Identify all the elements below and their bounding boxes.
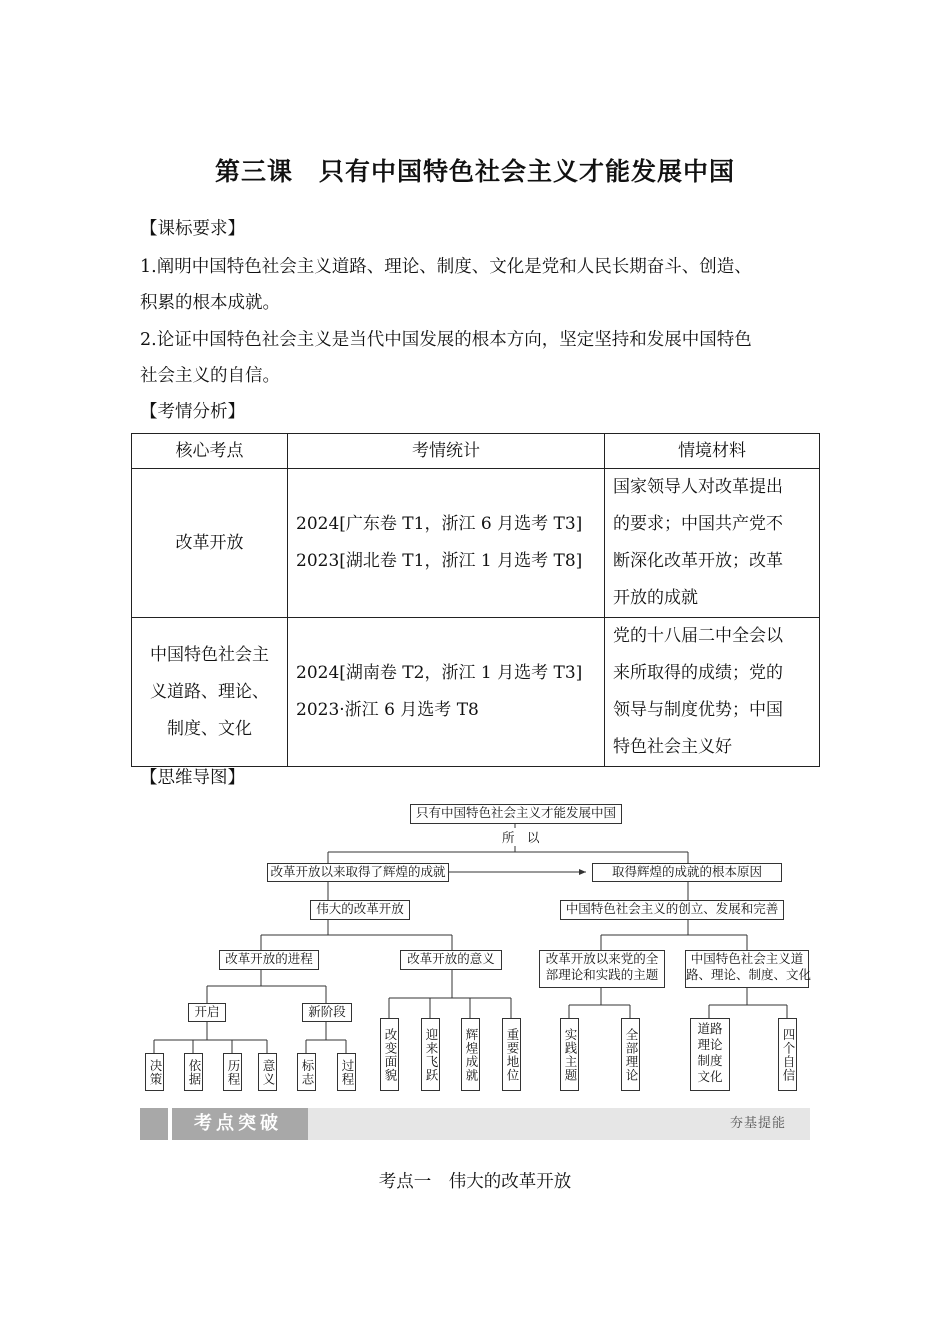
stats-cell: [288, 469, 605, 618]
section-caption: 考点一 伟大的改革开放: [378, 1172, 572, 1192]
right-main-node: 取得辉煌的成就的根本原因: [592, 863, 782, 882]
kebiao-line1: 1.阐明中国特色社会主义道路、理论、制度、文化是党和人民长期奋斗、创造、: [140, 257, 752, 277]
meaning-node: 改革开放的意义: [400, 950, 502, 970]
process-node: 改革开放的进程: [219, 950, 319, 970]
topic-line: 制度、文化: [167, 718, 252, 739]
leaf-node: 迎来飞跃: [421, 1018, 440, 1091]
system-line: 中国特色社会主义道: [690, 951, 804, 966]
leaf-node: 四个自信: [778, 1018, 797, 1091]
material-line: 国家领导人对改革提出: [613, 477, 783, 497]
link-label: 所 以: [502, 830, 540, 845]
mindmap-heading: 【思维导图】: [140, 768, 245, 788]
leaf-node: 辉煌成就: [461, 1018, 480, 1091]
stats-line: 2023[湖北卷 T1，浙江 1 月选考 T8]: [296, 551, 583, 571]
system-node: [685, 950, 812, 988]
table-row: [132, 618, 820, 767]
left-sub-node: 伟大的改革开放: [310, 900, 410, 920]
material-line: 党的十八届二中全会以: [613, 626, 783, 646]
leaf-line: 文化: [697, 1069, 723, 1084]
kaoqing-heading: 【考情分析】: [140, 402, 245, 422]
leaf-node: 实践主题: [560, 1018, 579, 1091]
page-title: 第三课 只有中国特色社会主义才能发展中国: [214, 157, 735, 186]
left-main-node: 改革开放以来取得了辉煌的成就: [267, 863, 449, 882]
section-banner: [140, 1108, 810, 1140]
kebiao-line3: 2.论证中国特色社会主义是当代中国发展的根本方向，坚定坚持和发展中国特色: [140, 330, 752, 350]
mind-map: [140, 800, 812, 1100]
theme-line: 改革开放以来党的全: [545, 951, 659, 966]
table-header: 核心考点: [132, 434, 288, 469]
banner-left-text: 考点突破: [194, 1113, 282, 1134]
table-row: [132, 469, 820, 618]
leaf-node: 改变面貌: [380, 1018, 399, 1091]
stats-line: 2023·浙江 6 月选考 T8: [296, 700, 479, 720]
table-header: 情境材料: [605, 434, 820, 469]
theme-node: [539, 950, 665, 988]
leaf-node: 决策: [145, 1053, 164, 1091]
banner-right-text: 夯基提能: [729, 1116, 786, 1131]
topic-cell: [132, 618, 288, 767]
topic-line: 中国特色社会主: [150, 644, 269, 665]
table-header: 考情统计: [288, 434, 605, 469]
material-cell: [605, 618, 820, 767]
leaf-node: 依据: [184, 1053, 203, 1091]
material-line: 领导与制度优势；中国: [613, 700, 783, 720]
leaf-node: 过程: [337, 1053, 356, 1091]
topic-line: 义道路、理论、: [150, 681, 269, 702]
root-node: 只有中国特色社会主义才能发展中国: [410, 804, 622, 824]
leaf-node: 全部理论: [621, 1018, 640, 1091]
leaf-node: 历程: [223, 1053, 242, 1091]
leaf-line: 道路: [697, 1021, 723, 1036]
leaf-node: 重要地位: [502, 1018, 521, 1091]
kebiao-line4: 社会主义的自信。: [140, 366, 280, 386]
kebiao-heading: 【课标要求】: [140, 219, 245, 239]
kebiao-line2: 积累的根本成就。: [140, 293, 280, 313]
banner-stripe: [168, 1108, 172, 1140]
material-line: 来所取得的成绩；党的: [613, 663, 783, 683]
system-line: 路、理论、制度、文化: [686, 967, 812, 982]
table-header-row: [132, 434, 820, 469]
right-sub-node: 中国特色社会主义的创立、发展和完善: [560, 900, 784, 920]
stats-line: 2024[湖南卷 T2，浙江 1 月选考 T3]: [296, 663, 583, 683]
topic-cell: [132, 469, 288, 618]
new-stage-node: 新阶段: [302, 1003, 352, 1022]
stats-line: 2024[广东卷 T1，浙江 6 月选考 T3]: [296, 514, 583, 534]
leaf-line: 制度: [697, 1053, 723, 1068]
leaf-node: 标志: [297, 1053, 316, 1091]
material-line: 开放的成就: [613, 588, 698, 608]
material-line: 特色社会主义好: [613, 737, 732, 757]
leaf-line: 理论: [697, 1037, 723, 1052]
material-line: 的要求；中国共产党不: [613, 514, 783, 534]
leaf-node: 意义: [258, 1053, 277, 1091]
kaoqing-table: [131, 433, 820, 767]
material-cell: [605, 469, 820, 618]
stats-cell: [288, 618, 605, 767]
theme-line: 部理论和实践的主题: [545, 967, 659, 982]
start-node: 开启: [188, 1003, 226, 1022]
leaf-node: [690, 1018, 730, 1091]
material-line: 断深化改革开放；改革: [613, 551, 783, 571]
topic-line: 改革开放: [175, 532, 244, 553]
